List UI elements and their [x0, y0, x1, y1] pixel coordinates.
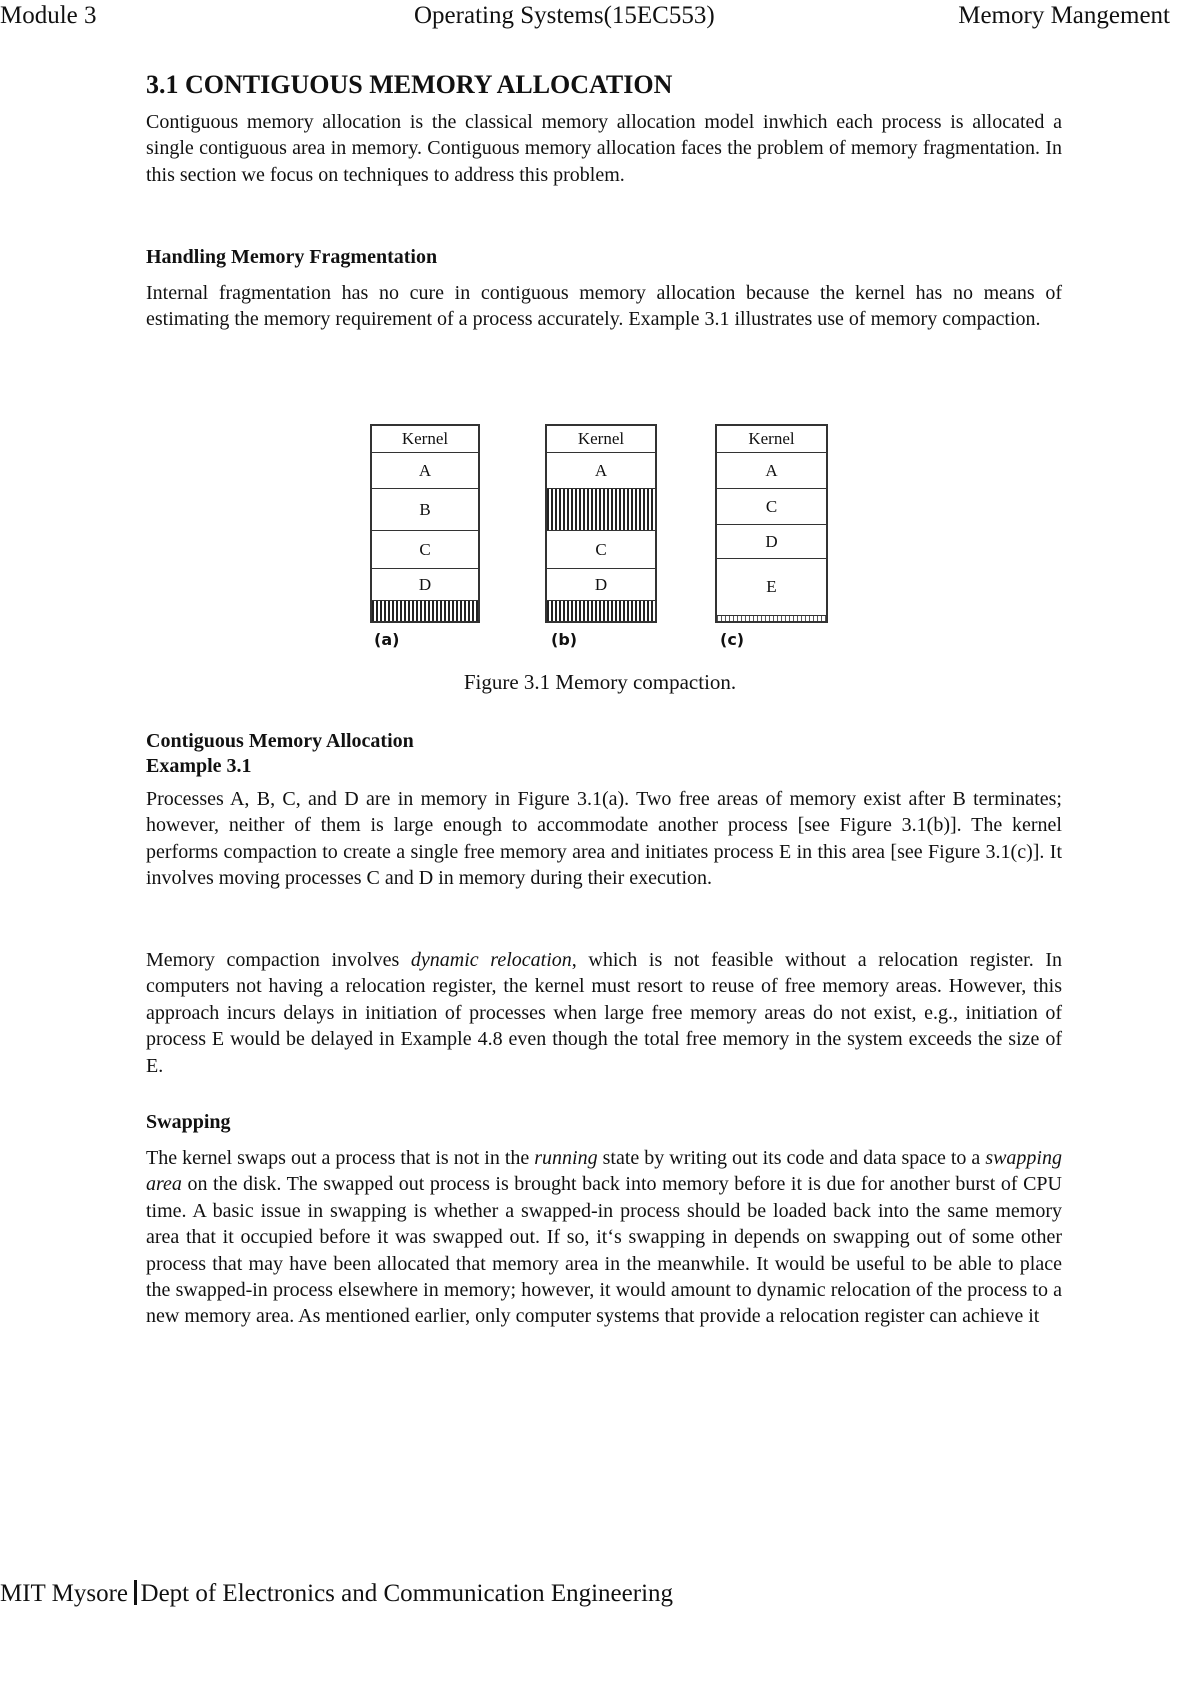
- kernel-block: Kernel: [401, 429, 449, 448]
- footer-department: Dept of Electronics and Communication Engineering: [140, 1580, 674, 1607]
- process-block-a: A: [547, 452, 655, 488]
- free-area-block: [372, 600, 478, 621]
- panel-label-a: (a): [374, 630, 400, 649]
- process-block-d: D: [717, 524, 826, 558]
- header-course: Operating Systems(15EC553): [414, 2, 715, 29]
- running-term: running: [534, 1147, 598, 1169]
- kernel-block: Kernel: [577, 429, 625, 448]
- swapping-text-1: The kernel swaps out a process that is not in the: [146, 1147, 535, 1169]
- page-footer: [0, 1580, 673, 1608]
- example-paragraph: Processes A, B, C, and D are in memory in Figure 3.1(a). Two free areas of memory exist after B terminates; however, neither of them is large enough to accommodate another process [see Figure 3.1(b)]. The kernel performs compaction to create a single free memory area and initiates process E in this area [see Figure 3.1(c)]. It involves moving processes C and D in memory during their execution.: [146, 788, 1062, 890]
- process-block-d: D: [547, 568, 655, 600]
- intro-paragraph: Contiguous memory allocation is the classical memory allocation model inwhich each process is allocated a single contiguous area in memory. Contiguous memory allocation faces the problem of memory fragmentation. In this section we focus on techniques to address this problem.: [146, 111, 1062, 186]
- compaction-paragraph: [146, 947, 1062, 1079]
- swapping-heading: Swapping: [146, 1111, 231, 1133]
- free-area-block: [547, 600, 655, 621]
- swapping-area-term: swapping area: [146, 1147, 1062, 1196]
- process-block-c: C: [717, 488, 826, 524]
- header-topic: Memory Mangement: [958, 2, 1170, 29]
- process-block-e: E: [717, 558, 826, 615]
- process-block-b: B: [372, 488, 478, 530]
- swapping-text-2: state by writing out its code and data space to a: [597, 1147, 986, 1169]
- swapping-text-3: on the disk. The swapped out process is brought back into memory before it is due for another burst of CPU time. A basic issue in swapping is whether a swapped-in process should be loaded back into the same memory area that it occupied before it was swapped out. If so, it‘s swapping in depends on swapping out of some other process that may have been allocated that memory area in the meanwhile. It would be useful to be able to place the swapped-in process elsewhere in memory; however, it would amount to dynamic relocation of the process to a new memory area. As mentioned earlier, only computer systems that provide a relocation register can achieve it: [146, 1173, 1062, 1328]
- free-area-block: [717, 615, 826, 621]
- header-module: Module 3: [0, 2, 97, 29]
- swapping-paragraph: [146, 1145, 1062, 1330]
- process-block-a: A: [717, 452, 826, 488]
- dynamic-relocation-term: dynamic relocation: [410, 949, 572, 971]
- kernel-block: Kernel: [748, 429, 795, 448]
- memory-compaction-figure: [370, 420, 840, 660]
- fragmentation-paragraph: Internal fragmentation has no cure in contiguous memory allocation because the kernel has no means of estimating the memory requirement of a process accurately. Example 3.1 illustrates use of memory compaction.: [146, 282, 1062, 331]
- memory-panel-b: [545, 424, 657, 623]
- memory-panel-c: [715, 424, 828, 623]
- section-title: 3.1 CONTIGUOUS MEMORY ALLOCATION: [146, 70, 673, 99]
- process-block-d: D: [372, 568, 478, 600]
- process-block-a: A: [372, 452, 478, 488]
- example-section-heading: Contiguous Memory Allocation: [146, 730, 414, 752]
- figure-caption: Figure 3.1 Memory compaction.: [463, 670, 737, 694]
- free-area-block: [547, 488, 655, 530]
- example-number-heading: Example 3.1: [146, 755, 252, 777]
- fragmentation-heading: Handling Memory Fragmentation: [146, 246, 438, 268]
- process-block-c: C: [372, 530, 478, 568]
- panel-label-c: (c): [720, 630, 745, 649]
- compaction-text-start: Memory compaction involves: [146, 949, 411, 971]
- footer-institution: MIT Mysore: [0, 1580, 129, 1607]
- memory-panel-a: [370, 424, 480, 623]
- compaction-text-end: , which is not feasible without a relocation register. In computers not having a relocation register, the kernel must resort to reuse of free memory areas. However, this approach incurs delays in initiation of processes when large free memory areas do not exist, e.g., initiation of process E would be delayed in Example 4.8 even though the total free memory in the system exceeds the size of E.: [146, 949, 1063, 1077]
- process-block-c: C: [547, 530, 655, 568]
- panel-label-b: (b): [551, 630, 578, 649]
- footer-separator: [134, 1580, 137, 1605]
